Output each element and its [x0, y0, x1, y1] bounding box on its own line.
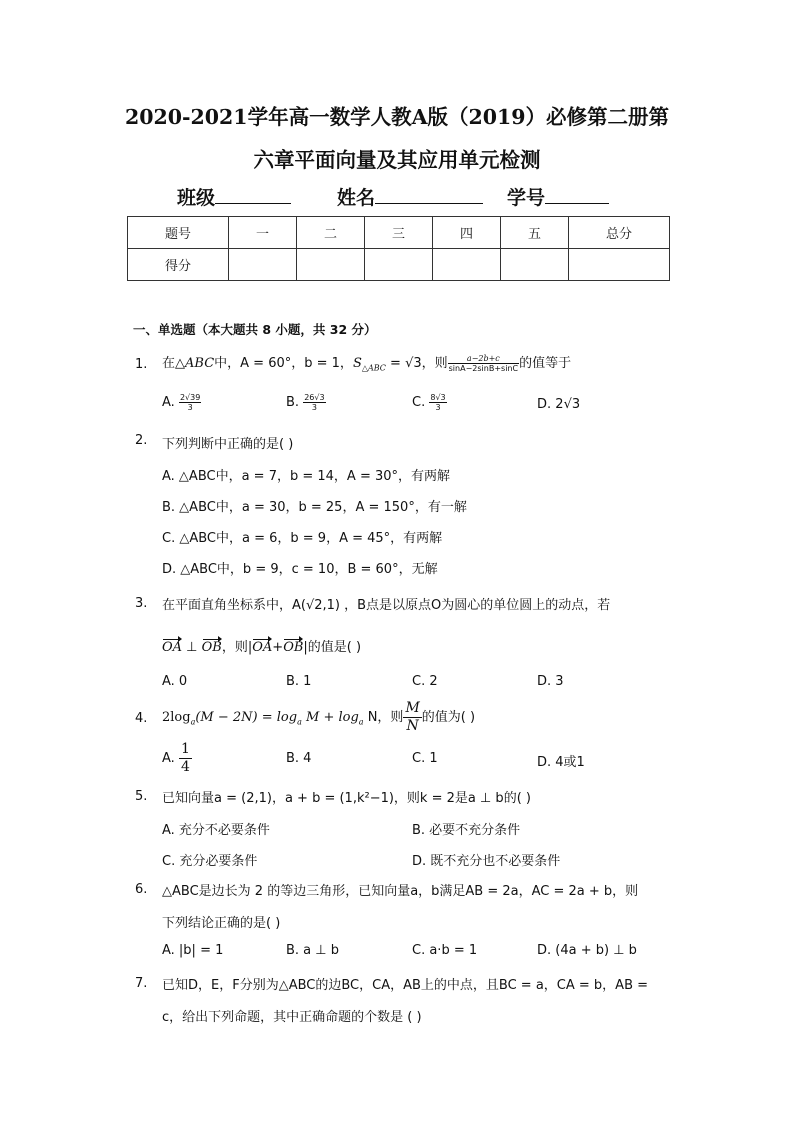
name-blank[interactable]	[375, 185, 483, 204]
q1-option-a[interactable]	[162, 393, 201, 412]
question-7-line2: c，给出下列命题，其中正确命题的个数是 ( )	[162, 1010, 422, 1025]
fraction-numerator: 26√3	[304, 393, 325, 402]
q3-text-end: |的值是( )	[303, 640, 362, 655]
score-table-row-label: 得分	[128, 249, 229, 281]
q1-area-symbol: S	[352, 356, 362, 371]
question-number: 2.	[135, 433, 148, 448]
q4-expr: N，则	[363, 710, 404, 725]
q4-option-c[interactable]: C. 1	[412, 751, 438, 766]
q1-area-value: = √3，则	[385, 356, 448, 371]
score-table-header-cell: 一	[229, 217, 297, 249]
option-label: A.	[162, 395, 175, 410]
question-number: 6.	[135, 882, 148, 897]
fraction-denominator: 3	[187, 403, 193, 412]
score-cell[interactable]	[297, 249, 365, 281]
question-6-line2: 下列结论正确的是( )	[162, 916, 281, 931]
id-label: 学号	[507, 187, 546, 209]
fraction-denominator: N	[406, 718, 419, 734]
q2-option-d[interactable]: D. △ABC中，b = 9，c = 10，B = 60°，无解	[162, 562, 438, 577]
score-table-header-cell: 五	[501, 217, 569, 249]
q4-log-base: a	[190, 717, 196, 727]
fraction-numerator: 8√3	[430, 393, 446, 402]
q6-option-a[interactable]: A. |b| = 1	[162, 943, 224, 958]
q3-option-b[interactable]: B. 1	[286, 674, 312, 689]
q4-expr: (M − 2N) = log	[195, 710, 298, 725]
q6-option-c[interactable]: C. a·b = 1	[412, 943, 478, 958]
q1-fraction	[448, 354, 519, 373]
q4-log-base: a	[358, 717, 364, 727]
q3-text: ，则|	[221, 640, 253, 655]
question-4-stem	[162, 700, 475, 741]
score-cell[interactable]	[433, 249, 501, 281]
q1-text-end: 的值等于	[519, 356, 572, 371]
question-3-line2	[162, 636, 361, 655]
id-blank[interactable]	[545, 185, 609, 204]
option-fraction	[179, 741, 192, 776]
q3-option-c[interactable]: C. 2	[412, 674, 438, 689]
q4-expr: M + log	[301, 710, 359, 725]
fraction-denominator: 3	[311, 403, 317, 412]
option-fraction	[303, 393, 325, 412]
score-cell[interactable]	[229, 249, 297, 281]
vector-ob: OB	[283, 640, 304, 655]
q5-option-d[interactable]: D. 既不充分也不必要条件	[412, 854, 561, 869]
option-label: C.	[412, 395, 426, 410]
option-label: D.	[537, 397, 552, 412]
question-number: 4.	[135, 711, 148, 726]
score-table-header-cell: 二	[297, 217, 365, 249]
q6-option-d[interactable]: D. (4a + b) ⊥ b	[537, 943, 637, 958]
id-field	[507, 183, 609, 210]
score-table-score-row	[128, 249, 670, 281]
question-number: 3.	[135, 596, 148, 611]
q5-option-a[interactable]: A. 充分不必要条件	[162, 823, 270, 838]
q4-option-d[interactable]: D. 4或1	[537, 755, 585, 770]
question-7-line1: 已知D，E，F分别为△ABC的边BC，CA，AB上的中点，且BC = a，CA = b，AB =	[162, 978, 649, 993]
section-heading: 一、单选题（本大题共 8 小题，共 32 分）	[133, 322, 377, 337]
q2-option-c[interactable]: C. △ABC中，a = 6，b = 9，A = 45°，有两解	[162, 531, 443, 546]
class-blank[interactable]	[215, 185, 291, 204]
question-number: 1.	[135, 357, 148, 372]
q4-fraction	[403, 700, 421, 735]
score-table-header-cell: 三	[365, 217, 433, 249]
score-cell[interactable]	[501, 249, 569, 281]
option-label: B.	[286, 395, 300, 410]
fraction-numerator: 2√39	[179, 393, 201, 402]
q1-option-b[interactable]	[286, 393, 326, 412]
page-title-line1: 2020-2021学年高一数学人教A版（2019）必修第二册第	[124, 105, 670, 129]
question-1-stem	[162, 352, 571, 381]
score-table-header-cell: 总分	[569, 217, 670, 249]
q1-triangle: △ABC	[175, 356, 215, 371]
option-fraction	[179, 393, 201, 412]
name-label: 姓名	[337, 187, 376, 209]
q1-fraction-denominator: sinA−2sinB+sinC	[448, 364, 519, 373]
name-field	[337, 183, 483, 210]
q4-text-end: 的值为( )	[421, 710, 476, 725]
q5-option-c[interactable]: C. 充分必要条件	[162, 854, 258, 869]
q2-option-a[interactable]: A. △ABC中，a = 7，b = 14，A = 30°，有两解	[162, 469, 451, 484]
class-field	[177, 183, 291, 210]
question-number: 7.	[135, 976, 148, 991]
fraction-numerator: M	[405, 700, 420, 716]
perp-symbol: ⊥	[182, 640, 202, 655]
question-number: 5.	[135, 789, 148, 804]
score-table-header-cell: 题号	[128, 217, 229, 249]
plus-symbol: +	[272, 640, 284, 655]
option-fraction	[429, 393, 446, 412]
q1-fraction-numerator: a−2b+c	[448, 354, 519, 364]
q6-option-b[interactable]: B. a ⊥ b	[286, 943, 339, 958]
question-3-line1: 在平面直角坐标系中，A(√2,1) ，B点是以原点O为圆心的单位圆上的动点，若	[162, 598, 611, 613]
option-text: 2√3	[555, 397, 581, 412]
question-2-stem: 下列判断中正确的是( )	[162, 437, 294, 452]
vector-oa: OA	[252, 640, 273, 655]
q1-option-c[interactable]	[412, 393, 447, 412]
score-table-header-row	[128, 217, 670, 249]
fraction-numerator: 1	[180, 741, 190, 757]
q5-option-b[interactable]: B. 必要不充分条件	[412, 823, 521, 838]
q4-log-base: a	[297, 717, 302, 727]
score-table-header-cell: 四	[433, 217, 501, 249]
q4-option-a[interactable]	[162, 741, 192, 776]
score-cell[interactable]	[569, 249, 670, 281]
score-table	[127, 216, 670, 281]
q1-text: 在	[162, 356, 176, 371]
q1-condition: 中，A = 60°，b = 1，	[214, 356, 353, 371]
q2-option-b[interactable]: B. △ABC中，a = 30，b = 25，A = 150°，有一解	[162, 500, 467, 515]
page-title-line2: 六章平面向量及其应用单元检测	[253, 148, 541, 172]
q4-log: 2log	[162, 710, 191, 725]
q3-option-d[interactable]: D. 3	[537, 674, 564, 689]
question-5-stem: 已知向量a = (2,1)，a + b = (1,k²−1)，则k = 2是a ⊥ b的( )	[162, 791, 531, 806]
q1-area-subscript: △ABC	[361, 363, 386, 373]
fraction-denominator: 3	[435, 403, 441, 412]
vector-oa: OA	[162, 640, 183, 655]
vector-ob: OB	[201, 640, 222, 655]
option-label: A.	[162, 751, 175, 766]
q3-option-a[interactable]: A. 0	[162, 674, 188, 689]
question-6-line1: △ABC是边长为 2 的等边三角形，已知向量a，b满足AB = 2a，AC = 2a + b，则	[162, 884, 639, 899]
class-label: 班级	[177, 187, 216, 209]
q1-option-d[interactable]	[537, 397, 580, 412]
score-cell[interactable]	[365, 249, 433, 281]
q4-option-b[interactable]: B. 4	[286, 751, 312, 766]
fraction-denominator: 4	[180, 759, 190, 775]
